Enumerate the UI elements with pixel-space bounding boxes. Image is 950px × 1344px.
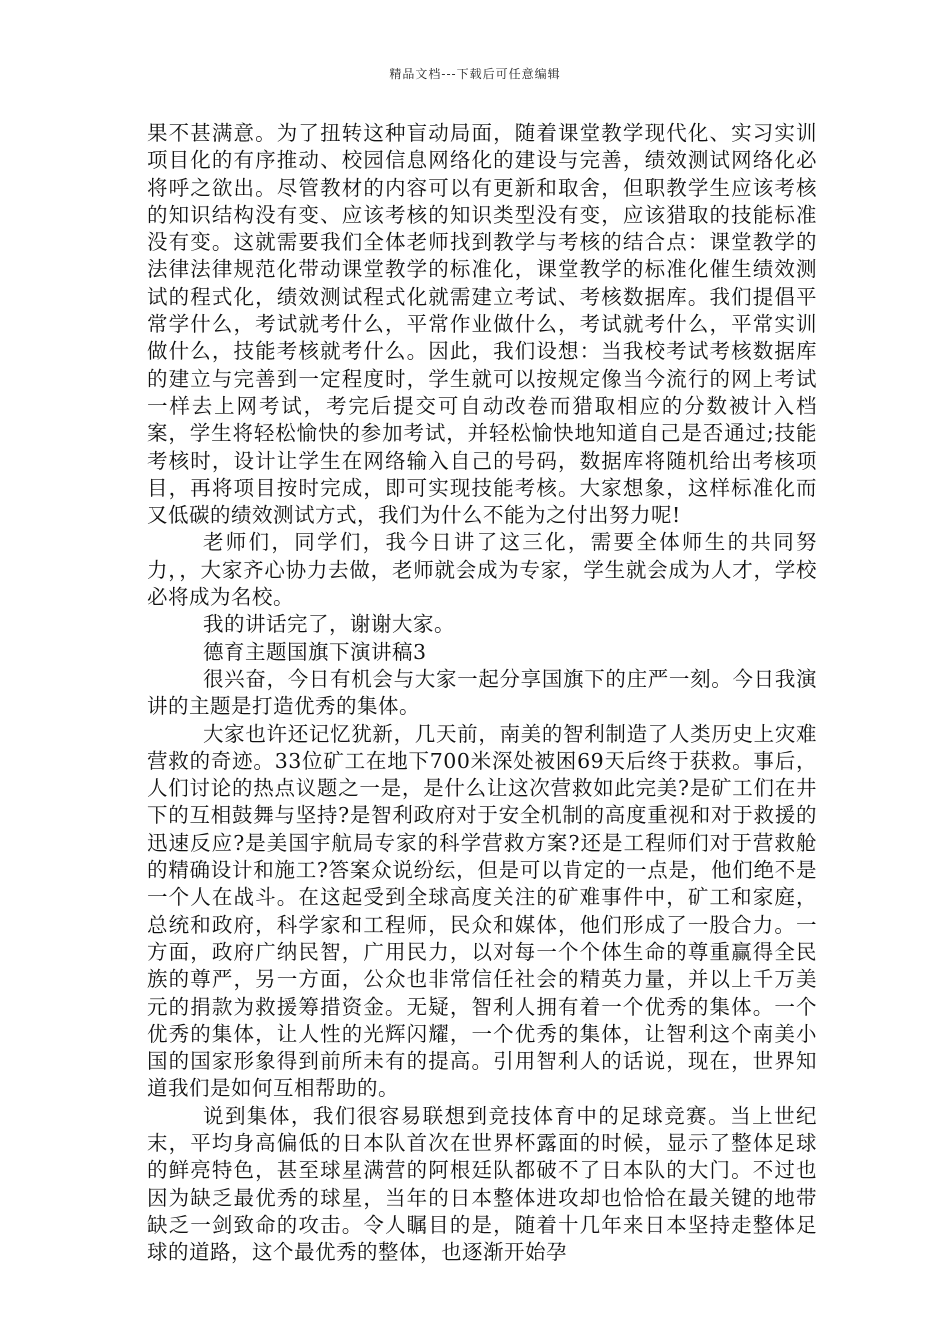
paragraph-continuation: 果不甚满意。为了扭转这种盲动局面，随着课堂教学现代化、实习实训项目化的有序推动、校园信息网络化的建设与完善，绩效测试网络化必将呼之欲出。尽管教材的内容可以有更新和取舍，但职教学生应该考核的知识结构没有变、应该考核的知识类型没有变，应该猎取的技能标准没有变。这就需要我们全体老师找到教学与考核的结合点：课堂教学的法律法律规范化带动课堂教学的标准化，课堂教学的标准化催生绩效测试的程式化，绩效测试程式化就需建立考试、考核数据库。我们提倡平常学什么，考试就考什么，平常作业做什么，考试就考什么，平常实训做什么，技能考核就考什么。因此，我们设想：当我校考试考核数据库的建立与完善到一定程度时，学生就可以按规定像当今流行的网上考试一样去上网考试，考完后提交可自动改卷而猎取相应的分数被计入档案，学生将轻松愉快的参加考试，并轻松愉快地知道自己是否通过;技能考核时，设计让学生在网络输入自己的号码，数据库将随机给出考核项目，再将项目按时完成，即可实现技能考核。大家想象，这样标准化而又低碳的绩效测试方式，我们为什么不能为之付出努力呢! <box>147 121 817 528</box>
section-title: 德育主题国旗下演讲稿3 <box>203 639 427 664</box>
paragraph-thanks: 我的讲话完了，谢谢大家。 <box>203 612 455 637</box>
document-body <box>147 120 817 1266</box>
paragraph-chile-rescue: 大家也许还记忆犹新，几天前，南美的智利制造了人类历史上灾难营救的奇迹。33位矿工在地下700米深处被困69天后终于获救。事后，人们讨论的热点议题之一是，是什么让这次营救如此完美?是矿工们在井下的互相鼓舞与坚持?是智利政府对于安全机制的高度重视和对于救援的迅速反应?是美国宇航局专家的科学营救方案?还是工程师们对于营救舱的精确设计和施工?答案众说纷纭，但是可以肯定的一点是，他们绝不是一个人在战斗。在这起受到全球高度关注的矿难事件中，矿工和家庭，总统和政府，科学家和工程师，民众和媒体，他们形成了一股合力。一方面，政府广纳民智，广用民力，以对每一个个体生命的尊重赢得全民族的尊严，另一方面，公众也非常信任社会的精英力量，并以上千万美元的捐款为救援筹措资金。无疑，智利人拥有着一个优秀的集体。一个优秀的集体，让人性的光辉闪耀，一个优秀的集体，让智利这个南美小国的国家形象得到前所未有的提高。引用智利人的话说，现在，世界知道我们是如何互相帮助的。 <box>147 721 817 1101</box>
paragraph-closing: 老师们，同学们，我今日讲了这三化，需要全体师生的共同努力，，大家齐心协力去做，老师就会成为专家，学生就会成为人才，学校必将成为名校。 <box>147 530 817 610</box>
paragraph-intro: 很兴奋，今日有机会与大家一起分享国旗下的庄严一刻。今日我演讲的主题是打造优秀的集体。 <box>147 666 817 719</box>
paragraph-football: 说到集体，我们很容易联想到竞技体育中的足球竞赛。当上世纪末，平均身高偏低的日本队首次在世界杯露面的时候，显示了整体足球的鲜亮特色，甚至球星满营的阿根廷队都破不了日本队的大门。不过也因为缺乏最优秀的球星，当年的日本整体进攻却也恰恰在最关键的地带缺乏一剑致命的攻击。令人瞩目的是，随着十几年来日本坚持走整体足球的道路，这个最优秀的整体，也逐渐开始孕 <box>147 1103 817 1265</box>
page-header: 精品文档---下载后可任意编辑 <box>389 67 561 81</box>
